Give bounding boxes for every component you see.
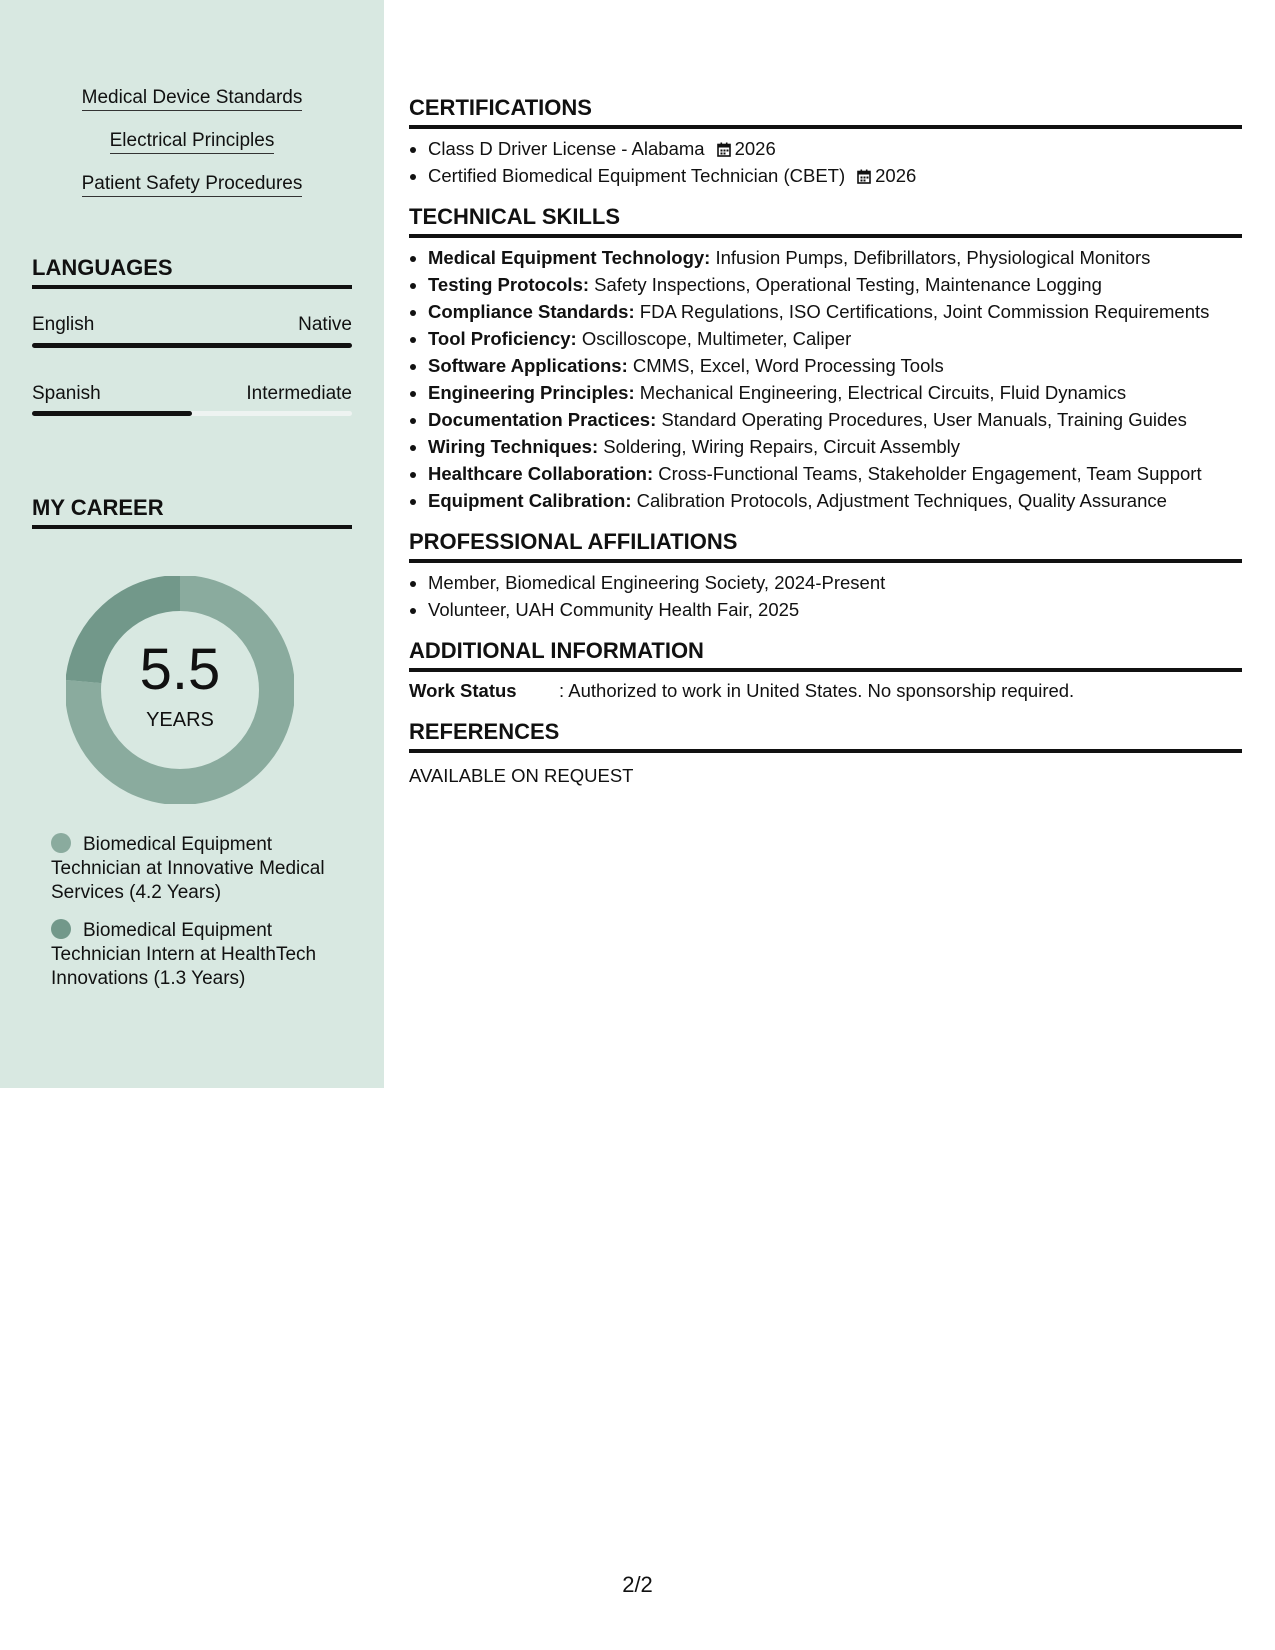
skill-item bbox=[428, 379, 1242, 406]
certification-item bbox=[428, 135, 1242, 162]
language-row-english bbox=[32, 313, 352, 337]
sidebar bbox=[0, 0, 384, 1088]
technical-skills-list bbox=[409, 244, 1242, 514]
skill-value: Safety Inspections, Operational Testing, Maintenance Logging bbox=[594, 274, 1102, 295]
career-heading: MY CAREER bbox=[32, 494, 352, 529]
affiliation-item: • Volunteer, UAH Community Health Fair, 2025 bbox=[428, 596, 1242, 623]
certification-year: 2026 bbox=[875, 165, 917, 186]
skill-label: Healthcare Collaboration: bbox=[428, 463, 654, 484]
skill-item bbox=[428, 433, 1242, 460]
skill-label: Tool Proficiency: bbox=[428, 328, 577, 349]
certification-name: Certified Biomedical Equipment Technician (CBET) bbox=[428, 165, 846, 186]
skill-value: Mechanical Engineering, Electrical Circuits, Fluid Dynamics bbox=[639, 382, 1127, 403]
certifications-list bbox=[409, 135, 1242, 189]
language-bar-spanish bbox=[32, 411, 352, 416]
skill-value: Infusion Pumps, Defibrillators, Physiological Monitors bbox=[715, 247, 1151, 268]
skill-link[interactable]: Electrical Principles bbox=[110, 129, 275, 154]
languages-heading: LANGUAGES bbox=[32, 254, 352, 289]
language-row-spanish bbox=[32, 382, 352, 406]
skill-item bbox=[428, 298, 1242, 325]
page-number: 2/2 bbox=[622, 1572, 653, 1597]
skill-value: CMMS, Excel, Word Processing Tools bbox=[632, 355, 944, 376]
language-name: English bbox=[32, 314, 95, 335]
skill-label: Wiring Techniques: bbox=[428, 436, 599, 457]
skill-label: Equipment Calibration: bbox=[428, 490, 632, 511]
skill-value: Calibration Protocols, Adjustment Techniques, Quality Assurance bbox=[636, 490, 1167, 511]
career-dot-icon bbox=[51, 919, 71, 939]
skill-item bbox=[428, 487, 1242, 514]
career-dot-icon bbox=[51, 833, 71, 853]
skill-label: Compliance Standards: bbox=[428, 301, 635, 322]
calendar-icon bbox=[857, 169, 871, 184]
skill-item bbox=[428, 244, 1242, 271]
skill-item bbox=[428, 325, 1242, 352]
certification-item bbox=[428, 162, 1242, 189]
skill-value: Oscilloscope, Multimeter, Caliper bbox=[581, 328, 852, 349]
calendar-icon bbox=[717, 142, 731, 157]
skill-label: Medical Equipment Technology: bbox=[428, 247, 711, 268]
affiliations-heading: PROFESSIONAL AFFILIATIONS bbox=[409, 528, 1242, 563]
certifications-heading: CERTIFICATIONS bbox=[409, 94, 1242, 129]
career-item bbox=[51, 919, 341, 991]
language-bar-fill bbox=[32, 411, 192, 416]
career-item-text: Biomedical Equipment Technician at Innovative Medical Services (4.2 Years) bbox=[51, 834, 325, 903]
skill-value: Standard Operating Procedures, User Manuals, Training Guides bbox=[661, 409, 1187, 430]
skill-value: FDA Regulations, ISO Certifications, Joint Commission Requirements bbox=[639, 301, 1210, 322]
skill-link[interactable]: Patient Safety Procedures bbox=[82, 172, 303, 197]
language-level: Intermediate bbox=[246, 383, 352, 404]
skill-label: Engineering Principles: bbox=[428, 382, 635, 403]
career-item bbox=[51, 833, 341, 905]
certification-year: 2026 bbox=[734, 138, 776, 159]
skill-link[interactable]: Medical Device Standards bbox=[82, 86, 303, 111]
affiliations-list bbox=[409, 569, 1242, 623]
work-status-row bbox=[409, 678, 1242, 704]
skill-item bbox=[428, 352, 1242, 379]
additional-info-heading: ADDITIONAL INFORMATION bbox=[409, 637, 1242, 672]
language-level: Native bbox=[298, 314, 352, 335]
skill-links bbox=[0, 86, 384, 215]
technical-skills-heading: TECHNICAL SKILLS bbox=[409, 203, 1242, 238]
career-item-text: Biomedical Equipment Technician Intern at HealthTech Innovations (1.3 Years) bbox=[51, 920, 317, 989]
career-total-unit: YEARS bbox=[146, 709, 214, 731]
language-name: Spanish bbox=[32, 383, 101, 404]
work-status-value: : Authorized to work in United States. No sponsorship required. bbox=[559, 680, 1075, 701]
work-status-label: Work Status bbox=[409, 680, 517, 701]
skill-value: Soldering, Wiring Repairs, Circuit Assembly bbox=[603, 436, 961, 457]
skill-label: Software Applications: bbox=[428, 355, 628, 376]
career-total bbox=[66, 576, 294, 804]
skill-label: Documentation Practices: bbox=[428, 409, 657, 430]
references-text: AVAILABLE ON REQUEST bbox=[409, 765, 634, 786]
main-content bbox=[409, 94, 1242, 789]
language-bar-english bbox=[32, 343, 352, 348]
language-bar-fill bbox=[32, 343, 352, 348]
affiliation-item: • Member, Biomedical Engineering Society, 2024-Present bbox=[428, 569, 1242, 596]
skill-item bbox=[428, 460, 1242, 487]
skill-value: Cross-Functional Teams, Stakeholder Engagement, Team Support bbox=[658, 463, 1202, 484]
skill-item bbox=[428, 271, 1242, 298]
career-total-value: 5.5 bbox=[139, 637, 221, 702]
skill-item bbox=[428, 406, 1242, 433]
references-heading: REFERENCES bbox=[409, 718, 1242, 753]
certification-name: Class D Driver License - Alabama bbox=[428, 138, 705, 159]
skill-label: Testing Protocols: bbox=[428, 274, 590, 295]
